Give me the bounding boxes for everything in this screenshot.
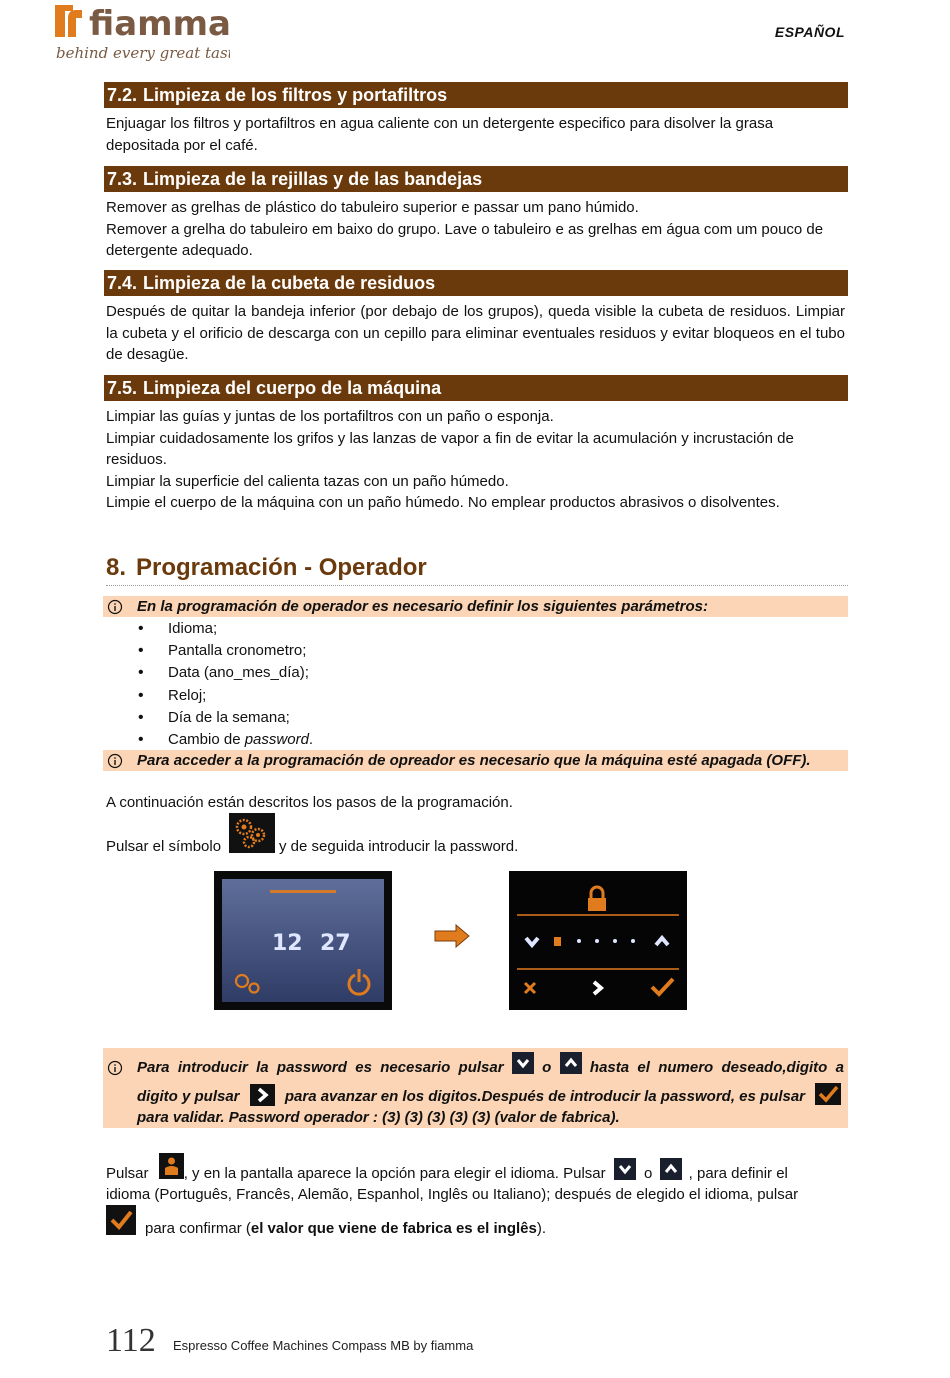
language-step-line-1: Pulsar , y en la pantalla aparece la opción para elegir el idioma. Pulsar o , para definir el (106, 1163, 846, 1185)
section-header-7-5 (104, 375, 848, 401)
language-label: ESPAÑOL (774, 24, 845, 40)
logo-tagline: behind every great taste (56, 44, 230, 62)
paragraph: Limpiar cuidadosamente los grifos y las lanzas de vapor a fin de evitar la acumulación y incrustación de residuos. (106, 429, 794, 468)
up-button[interactable] (660, 1158, 682, 1180)
list-item: • Reloj; (106, 685, 706, 707)
digit-cursor (554, 937, 561, 946)
clock-hours: 12 (272, 931, 303, 956)
down-button[interactable] (614, 1158, 636, 1180)
info-note-machine-off (103, 750, 848, 771)
chevron-up-icon (660, 1158, 682, 1180)
note-line-1: Para introducir la password es necesario pulsar o hasta el numero deseado,digito a (137, 1057, 844, 1079)
down-button[interactable] (512, 1052, 534, 1074)
section-title: Limpieza de la cubeta de residuos (143, 273, 436, 293)
chevron-up-icon (656, 938, 668, 945)
section-header-7-2 (104, 82, 848, 108)
paragraph: Limpiar las guías y juntas de los portafiltros con un paño o esponja. (106, 408, 554, 425)
info-icon (107, 1060, 123, 1076)
page-number: 112 (106, 1322, 156, 1359)
checkmark-icon (815, 1083, 841, 1105)
arrow-right-icon (434, 924, 470, 948)
list-item: • Pantalla cronometro; (106, 640, 706, 662)
paragraph: Remover a grelha do tabuleiro em baixo do grupo. Lave o tabuleiro e as grelhas em água com um pouco de detergente adequado. (106, 220, 824, 259)
close-icon (525, 983, 535, 993)
chevron-down-icon (512, 1052, 534, 1074)
paragraph: Después de quitar la bandeja inferior (por debajo de los grupos), queda visible la cubeta de residuos. Limpiar la cubeta y el orificio de descarga con un cepillo para eliminar eventuales residuos y evitar bloqueos en el tubo de desagüe. (106, 303, 845, 363)
press-symbol-text-before: Pulsar el símbolo (106, 838, 222, 855)
section-body-7-4 (106, 301, 845, 366)
confirm-button[interactable] (815, 1083, 841, 1105)
section-header-7-4 (104, 270, 848, 296)
language-step-line-3: para confirmar (el valor que viene de fabrica es el inglês). (145, 1220, 547, 1237)
list-item: • Idioma; (106, 618, 706, 640)
parameter-list (106, 618, 706, 751)
chapter-heading (106, 552, 848, 586)
press-symbol-text-after: y de seguida introducir la password. (279, 838, 519, 855)
fiamma-logo (55, 2, 230, 64)
chevron-down-icon (526, 938, 538, 945)
chevron-right-icon (250, 1084, 275, 1106)
info-icon (107, 753, 123, 769)
chevron-right-icon (594, 982, 601, 994)
lock-icon (588, 887, 606, 911)
section-number: 7.3. (107, 169, 138, 189)
display-screen-password (509, 871, 687, 1010)
note-text: En la programación de operador es necesario definir los siguientes parámetros: (137, 598, 709, 615)
logo-brand-text: fiamma (89, 4, 230, 44)
up-button[interactable] (560, 1052, 582, 1074)
settings-gears-button[interactable] (229, 813, 275, 853)
note-line-2: digito y pulsar para avanzar en los digitos.Después de introducir la password, es pulsar (137, 1086, 844, 1108)
info-icon (107, 599, 123, 615)
person-icon (159, 1153, 184, 1179)
next-digit-button[interactable] (250, 1084, 275, 1106)
section-number: 7.4. (107, 273, 138, 293)
confirm-button[interactable] (106, 1205, 136, 1235)
paragraph: Limpie el cuerpo de la máquina con un paño húmedo. No emplear productos abrasivos o disolventes. (106, 494, 780, 511)
section-body-7-2 (106, 113, 845, 156)
gears-icon (229, 813, 275, 853)
steps-intro: A continuación están descritos los pasos de la programación. (106, 794, 513, 811)
section-title: Limpieza de los filtros y portafiltros (143, 85, 448, 105)
info-note-password (103, 1048, 848, 1128)
language-button[interactable] (159, 1153, 184, 1179)
chevron-up-icon (560, 1052, 582, 1074)
note-line-3: para validar. Password operador : (3) (3) (3) (3) (3) (valor de fabrica). (137, 1109, 620, 1126)
display-screen-clock (214, 871, 392, 1010)
list-item: • Cambio de password. (106, 729, 706, 751)
chapter-title: Programación - Operador (136, 554, 427, 581)
paragraph: Enjuagar los filtros y portafiltros en agua caliente con un detergente especifico para disolver la grasa depositada por el café. (106, 115, 774, 154)
paragraph: Limpiar la superficie del calienta tazas con un paño húmedo. (106, 472, 509, 490)
note-text: Para acceder a la programación de opreador es necesario que la máquina esté apagada (OFF). (137, 752, 811, 769)
footer-title: Espresso Coffee Machines Compass MB by fiamma (173, 1338, 474, 1353)
section-number: 7.2. (107, 85, 138, 105)
info-note-parameters (103, 596, 848, 617)
section-title: Limpieza de la rejillas y de las bandejas (143, 169, 483, 189)
clock-minutes: 27 (320, 931, 351, 956)
chapter-number: 8. (106, 554, 127, 581)
list-item: • Data (ano_mes_día); (106, 662, 706, 684)
paragraph: Remover as grelhas de plástico do tabuleiro superior e passar um pano húmido. (106, 199, 639, 216)
section-header-7-3 (104, 166, 848, 192)
section-number: 7.5. (107, 378, 138, 398)
section-title: Limpieza del cuerpo de la máquina (143, 378, 442, 398)
language-step-line-2: idioma (Português, Francês, Alemão, Espanhol, Inglês ou Italiano); después de elegido el idioma, pulsar (106, 1186, 799, 1203)
chevron-down-icon (614, 1158, 636, 1180)
checkmark-icon (106, 1205, 136, 1235)
checkmark-icon (652, 979, 673, 994)
section-body-7-5 (106, 406, 845, 514)
section-body-7-3 (106, 197, 845, 262)
list-item: • Día de la semana; (106, 707, 706, 729)
